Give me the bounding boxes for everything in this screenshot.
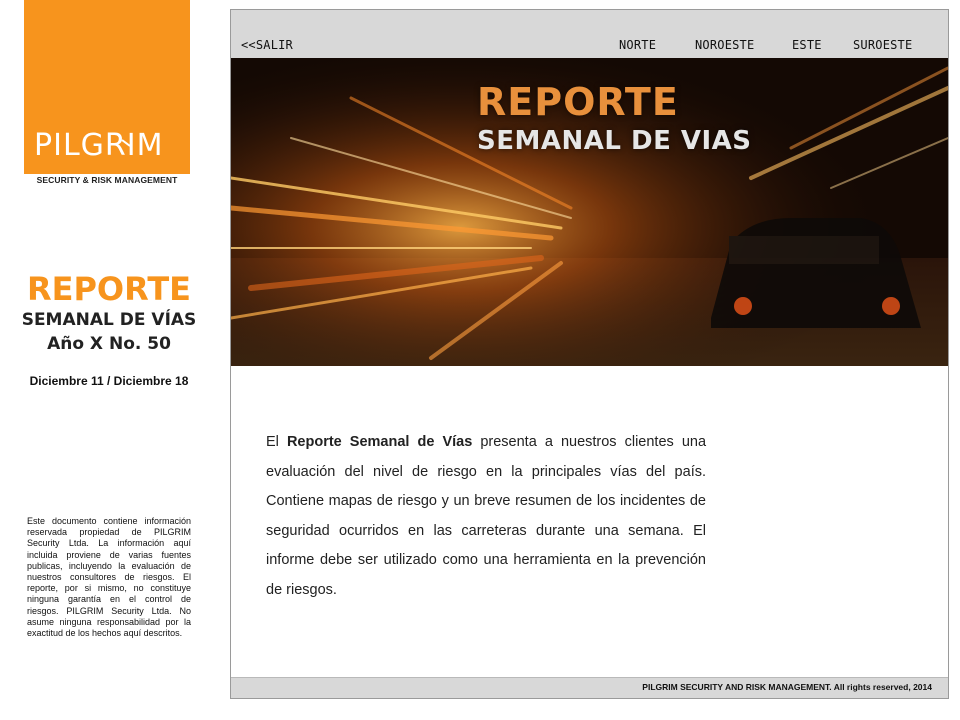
nav-link-noroeste[interactable]: NOROESTE bbox=[695, 38, 755, 52]
report-subtitle: SEMANAL DE VÍAS bbox=[21, 310, 197, 330]
intro-lead: El bbox=[266, 434, 287, 450]
intro-paragraph bbox=[266, 428, 706, 605]
logo-wordmark: PILGRIM bbox=[34, 128, 164, 163]
hero-banner-image bbox=[231, 58, 948, 366]
report-heading bbox=[0, 270, 218, 356]
nav-link-este[interactable]: ESTE bbox=[792, 38, 822, 52]
logo-tagline: SECURITY & RISK MANAGEMENT bbox=[36, 175, 178, 185]
hero-title: REPORTE bbox=[477, 80, 679, 124]
hero-subtitle: SEMANAL DE VIAS bbox=[477, 126, 752, 156]
disclaimer-text: Este documento contiene información reservada propiedad de PILGRIM Security Ltda. La información aquí incluida proviene de varias fuentes publicas, incluyendo la evaluación de nuestros consultores de riesgos. El reporte, por si mismo, no constituye ninguna garantía en el control de riesgos. PILGRIM Security Ltda. No asume ninguna responsabilidad por la exactitud de los hechos aquí descritos. bbox=[27, 516, 191, 639]
car-silhouette bbox=[711, 218, 921, 328]
nav-bar bbox=[231, 10, 948, 59]
date-range: Diciembre 11 / Diciembre 18 bbox=[29, 374, 189, 388]
report-issue: Año X No. 50 bbox=[47, 334, 171, 354]
exit-link[interactable]: <<SALIR bbox=[241, 38, 293, 52]
nav-link-norte[interactable]: NORTE bbox=[619, 38, 657, 52]
footer-bar bbox=[231, 677, 948, 698]
nav-link-suroeste[interactable]: SUROESTE bbox=[853, 38, 913, 52]
intro-rest: presenta a nuestros clientes una evaluación del nivel de riesgo en la principales vías del país. Contiene mapas de riesgo y un breve resumen de los incidentes de seguridad ocurridos en las carreteras durante una semana. El informe debe ser utilizado como una herramienta en la prevención de riesgos. bbox=[266, 434, 707, 598]
copyright-text: PILGRIM SECURITY AND RISK MANAGEMENT. All rights reserved, 2014 bbox=[642, 682, 932, 692]
intro-bold: Reporte Semanal de Vías bbox=[286, 434, 473, 450]
report-title: REPORTE bbox=[26, 270, 192, 308]
